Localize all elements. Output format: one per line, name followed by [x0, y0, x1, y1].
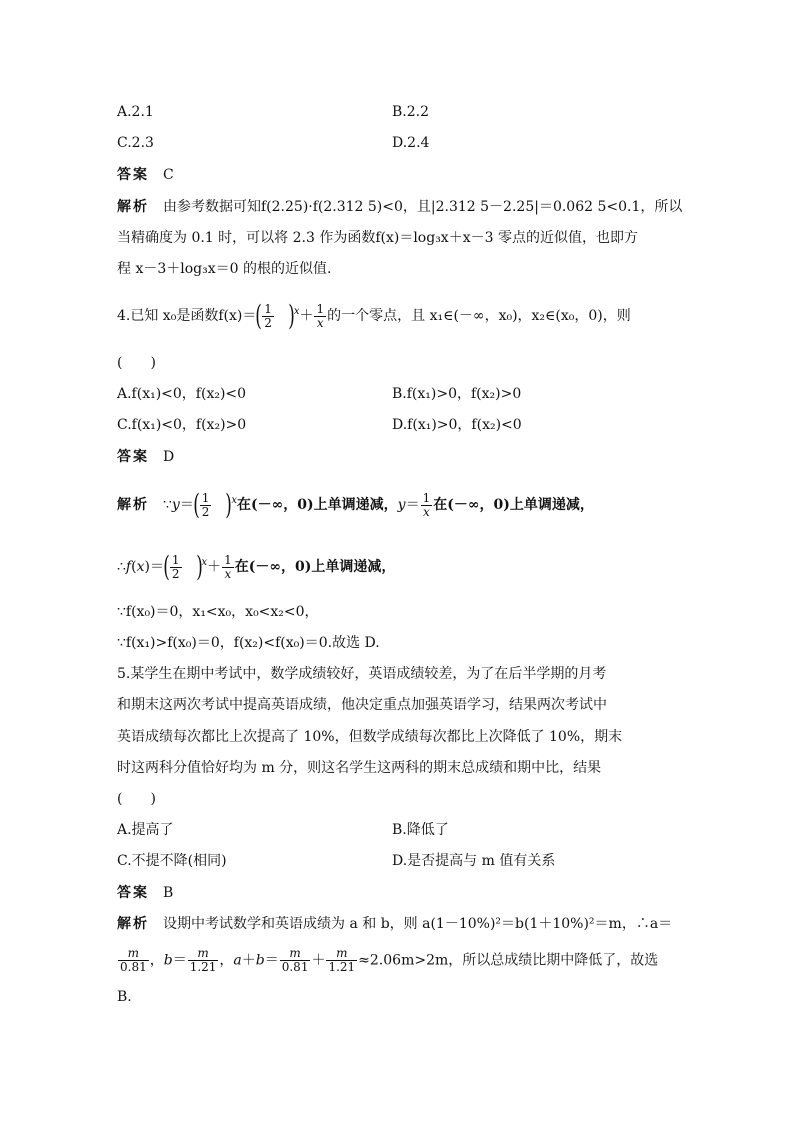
answer-row — [117, 165, 174, 185]
analysis-line-3: ∵f(x₀)＝0，x₁<x₀，x₀<x₂<0， — [117, 604, 319, 620]
analysis-line-3: B. — [117, 989, 132, 1005]
option-a: A.f(x₁)<0，f(x₂)<0 — [117, 386, 247, 402]
question-4-paren: ( ) — [117, 355, 156, 371]
answer-row — [117, 883, 173, 903]
analysis-line-4: ∵f(x₁)>f(x₀)＝0，f(x₂)<f(x₀)＝0.故选 D. — [117, 635, 380, 651]
analysis-text: 在(－∞，0)上单调递减， — [237, 497, 398, 513]
option-b: B.2.2 — [392, 104, 430, 120]
analysis-label: 解析 — [117, 497, 149, 513]
analysis-line-1: 解析 ∵y＝( $\frac{1}{2}$ )$^x$在(－∞，0)上单调递减，y＝ $\frac{1}{x}$ 在(－∞，0)上单调递减， — [117, 488, 594, 521]
option-d: D.2.4 — [392, 135, 430, 151]
analysis-text: 在(－∞，0)上单调递减， — [234, 559, 396, 575]
analysis-text: 在(－∞，0)上单调递减， — [433, 497, 594, 513]
analysis-text: 设期中考试数学和英语成绩为 a 和 b，则 a(1－10%)²＝b(1＋10%)²＝m，∴a＝ — [163, 916, 673, 932]
analysis-line-1 — [117, 197, 682, 217]
question-5-line-2: 和期末这两次考试中提高英语成绩，他决定重点加强英语学习，结果两次考试中 — [117, 697, 607, 713]
question-5-line-3: 英语成绩每次都比上次提高了 10%，但数学成绩每次都比上次降低了 10%，期末 — [117, 729, 623, 745]
answer-label: 答案 — [117, 167, 149, 183]
question-5-line-4: 时这两科分值恰好均为 m 分，则这名学生这两科的期末总成绩和期中比，结果 — [117, 760, 602, 776]
fraction-half: $\frac{1}{2}$ — [264, 301, 272, 330]
option-d: D.f(x₁)>0，f(x₂)<0 — [392, 417, 522, 433]
analysis-line-1 — [117, 914, 672, 934]
analysis-line-2: ∴f(x)＝( $\frac{1}{2}$ )$^x$＋ $\frac{1}{x}$ 在(－∞，0)上单调递减， — [117, 550, 396, 583]
analysis-line-2: $\frac{m}{0.81}$ ，b＝ $\frac{m}{1.21}$ ，a＋b＝ $\frac{m}{0.81}$ ＋ $\frac{m}{1.21}$ ≈2.06m>2m，所以总成绩比期中降低了，故选 — [120, 946, 659, 974]
option-a: A.提高了 — [117, 822, 174, 838]
option-b: B.降低了 — [392, 822, 449, 838]
option-d: D.是否提高与 m 值有关系 — [392, 853, 556, 869]
answer-row — [117, 447, 174, 467]
analysis-text: 由参考数据可知f(2.25)·f(2.312 5)<0，且|2.312 5－2.25|＝0.062 5<0.1，所以 — [163, 199, 683, 215]
question-4-stem: 4.已知 x₀是函数f(x)＝( $\frac{1}{2}$ )$^x$＋ $\frac{1}{x}$ 的一个零点，且 x₁∈(－∞，x₀)，x₂∈(x₀，0)，则 — [117, 299, 631, 332]
option-c: C.2.3 — [117, 135, 154, 151]
answer-value: C — [163, 167, 174, 183]
option-a: A.2.1 — [117, 104, 154, 120]
option-c: C.f(x₁)<0，f(x₂)>0 — [117, 417, 247, 433]
answer-label: 答案 — [117, 449, 149, 465]
stem-part-a: 4.已知 x₀是函数f(x)＝ — [117, 308, 257, 324]
option-b: B.f(x₁)>0，f(x₂)>0 — [392, 386, 522, 402]
paren-left: ( — [255, 299, 263, 332]
fraction-1-over-x: $\frac{1}{x}$ — [316, 301, 325, 330]
analysis-label: 解析 — [117, 916, 149, 932]
analysis-label: 解析 — [117, 199, 149, 215]
paren-right: ) — [288, 299, 295, 332]
option-c: C.不提不降(相同) — [117, 853, 227, 869]
analysis-line-3: 程 x－3＋log₃x＝0 的根的近似值. — [117, 261, 332, 277]
stem-part-b: 的一个零点，且 x₁∈(－∞，x₀)，x₂∈(x₀，0)，则 — [327, 308, 631, 324]
answer-value: D — [163, 449, 175, 465]
answer-value: B — [163, 885, 174, 901]
answer-label: 答案 — [117, 885, 149, 901]
question-5-paren: ( ) — [117, 791, 156, 807]
question-5-line-1: 5.某学生在期中考试中，数学成绩较好，英语成绩较差，为了在后半学期的月考 — [117, 666, 607, 682]
analysis-line-2: 当精确度为 0.1 时，可以将 2.3 作为函数f(x)＝log₃x＋x－3 零点的近似值，也即方 — [117, 230, 638, 246]
analysis-text: ≈2.06m>2m，所以总成绩比期中降低了，故选 — [358, 952, 659, 969]
